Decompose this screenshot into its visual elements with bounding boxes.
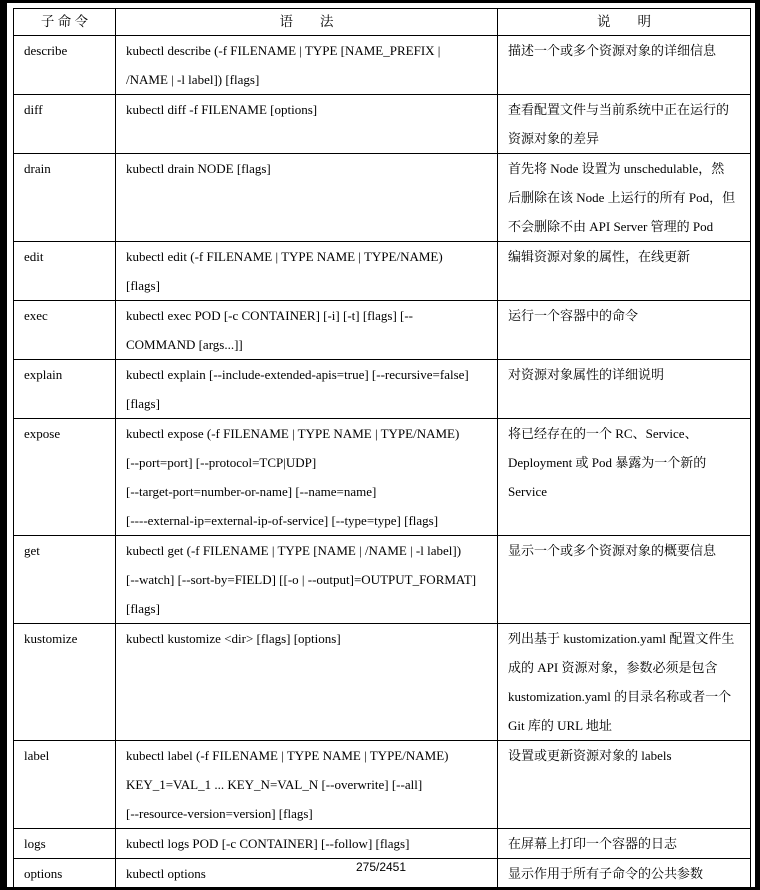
syntax-cell (116, 242, 498, 301)
description-cell (498, 242, 751, 301)
table-row (14, 829, 751, 859)
syntax-line: kubectl explain [--include-extended-apis=true] [--recursive=false] (126, 367, 469, 382)
description-line: Git 库的 URL 地址 (508, 718, 612, 733)
syntax-line: [--port=port] [--protocol=TCP|UDP] (126, 455, 317, 470)
description-line: 设置或更新资源对象的 labels (508, 748, 672, 763)
subcommand-cell: kustomize (14, 624, 116, 741)
syntax-line: KEY_1=VAL_1 ... KEY_N=VAL_N [--overwrite] [--all] (126, 777, 423, 792)
syntax-line: /NAME | -l label]) [flags] (126, 72, 260, 87)
subcommand-cell: explain (14, 360, 116, 419)
syntax-line: kubectl edit (-f FILENAME | TYPE NAME | TYPE/NAME) (126, 249, 443, 264)
syntax-line: kubectl get (-f FILENAME | TYPE [NAME | /NAME | -l label]) (126, 543, 462, 558)
description-cell (498, 360, 751, 419)
kubectl-command-table (13, 8, 751, 889)
description-line: 列出基于 kustomization.yaml 配置文件生 (508, 631, 735, 646)
syntax-line: kubectl logs POD [-c CONTAINER] [--follow] [flags] (126, 836, 410, 851)
subcommand-cell: diff (14, 95, 116, 154)
subcommand-cell: label (14, 741, 116, 829)
syntax-cell (116, 419, 498, 536)
table-row (14, 360, 751, 419)
syntax-line: [flags] (126, 601, 160, 616)
table-row (14, 624, 751, 741)
syntax-line: kubectl label (-f FILENAME | TYPE NAME | TYPE/NAME) (126, 748, 449, 763)
syntax-cell (116, 829, 498, 859)
description-line: 显示作用于所有子命令的公共参数 (508, 866, 704, 881)
description-line: 描述一个或多个资源对象的详细信息 (508, 43, 717, 58)
syntax-line: kubectl exec POD [-c CONTAINER] [-i] [-t] [flags] [-- (126, 308, 414, 323)
description-line: 资源对象的差异 (508, 131, 600, 146)
syntax-cell (116, 301, 498, 360)
description-line: 成的 API 资源对象，参数必须是包含 (508, 660, 718, 675)
description-cell (498, 154, 751, 242)
syntax-line: kubectl kustomize <dir> [flags] [options] (126, 631, 341, 646)
subcommand-cell: describe (14, 36, 116, 95)
description-line: 查看配置文件与当前系统中正在运行的 (508, 102, 730, 117)
table-row (14, 536, 751, 624)
description-cell (498, 741, 751, 829)
description-line: 首先将 Node 设置为 unschedulable，然 (508, 161, 725, 176)
syntax-cell (116, 624, 498, 741)
header-description: 说 明 (498, 9, 751, 36)
syntax-line: [flags] (126, 396, 160, 411)
subcommand-cell: edit (14, 242, 116, 301)
description-line: 运行一个容器中的命令 (508, 308, 639, 323)
syntax-line: kubectl expose (-f FILENAME | TYPE NAME | TYPE/NAME) (126, 426, 460, 441)
table-row (14, 741, 751, 829)
header-syntax: 语 法 (116, 9, 498, 36)
description-cell (498, 419, 751, 536)
page-indicator (0, 860, 760, 874)
description-line: Deployment 或 Pod 暴露为一个新的 (508, 455, 707, 470)
syntax-line: [--target-port=number-or-name] [--name=name] (126, 484, 377, 499)
description-line: 显示一个或多个资源对象的概要信息 (508, 543, 717, 558)
description-cell (498, 95, 751, 154)
table-row (14, 36, 751, 95)
table-header-row (14, 9, 751, 36)
description-line: 将已经存在的一个 RC、Service、 (508, 426, 698, 441)
description-line: kustomization.yaml 的目录名称或者一个 (508, 689, 732, 704)
description-line: 对资源对象属性的详细说明 (508, 367, 665, 382)
syntax-line: kubectl describe (-f FILENAME | TYPE [NAME_PREFIX | (126, 43, 441, 58)
syntax-line: [flags] (126, 278, 160, 293)
syntax-line: [----external-ip=external-ip-of-service] [--type=type] [flags] (126, 513, 439, 528)
description-line: Service (508, 484, 547, 499)
syntax-line: kubectl drain NODE [flags] (126, 161, 271, 176)
subcommand-cell: drain (14, 154, 116, 242)
table-row (14, 301, 751, 360)
table-row (14, 419, 751, 536)
syntax-cell (116, 536, 498, 624)
table-row (14, 242, 751, 301)
syntax-line: [--watch] [--sort-by=FIELD] [[-o | --output]=OUTPUT_FORMAT] (126, 572, 477, 587)
table-body (14, 36, 751, 889)
description-cell (498, 36, 751, 95)
subcommand-cell: options (14, 859, 116, 889)
syntax-cell (116, 741, 498, 829)
header-subcommand: 子 命 令 (14, 9, 116, 36)
subcommand-cell: expose (14, 419, 116, 536)
table-row (14, 154, 751, 242)
description-line: 不会删除不由 API Server 管理的 Pod (508, 219, 714, 234)
description-cell (498, 301, 751, 360)
description-cell (498, 829, 751, 859)
syntax-line: kubectl diff -f FILENAME [options] (126, 102, 318, 117)
syntax-cell (116, 36, 498, 95)
syntax-cell (116, 360, 498, 419)
syntax-line: COMMAND [args...]] (126, 337, 243, 352)
syntax-cell (116, 154, 498, 242)
subcommand-cell: logs (14, 829, 116, 859)
description-line: 编辑资源对象的属性，在线更新 (508, 249, 691, 264)
subcommand-cell: exec (14, 301, 116, 360)
subcommand-cell: get (14, 536, 116, 624)
description-line: 在屏幕上打印一个容器的日志 (508, 836, 678, 851)
syntax-line: kubectl options (126, 866, 206, 881)
table-row (14, 95, 751, 154)
description-line: 后删除在该 Node 上运行的所有 Pod，但 (508, 190, 736, 205)
syntax-line: [--resource-version=version] [flags] (126, 806, 313, 821)
description-cell (498, 624, 751, 741)
page-number-text: 275/2451 (355, 860, 407, 874)
description-cell (498, 536, 751, 624)
syntax-cell (116, 95, 498, 154)
